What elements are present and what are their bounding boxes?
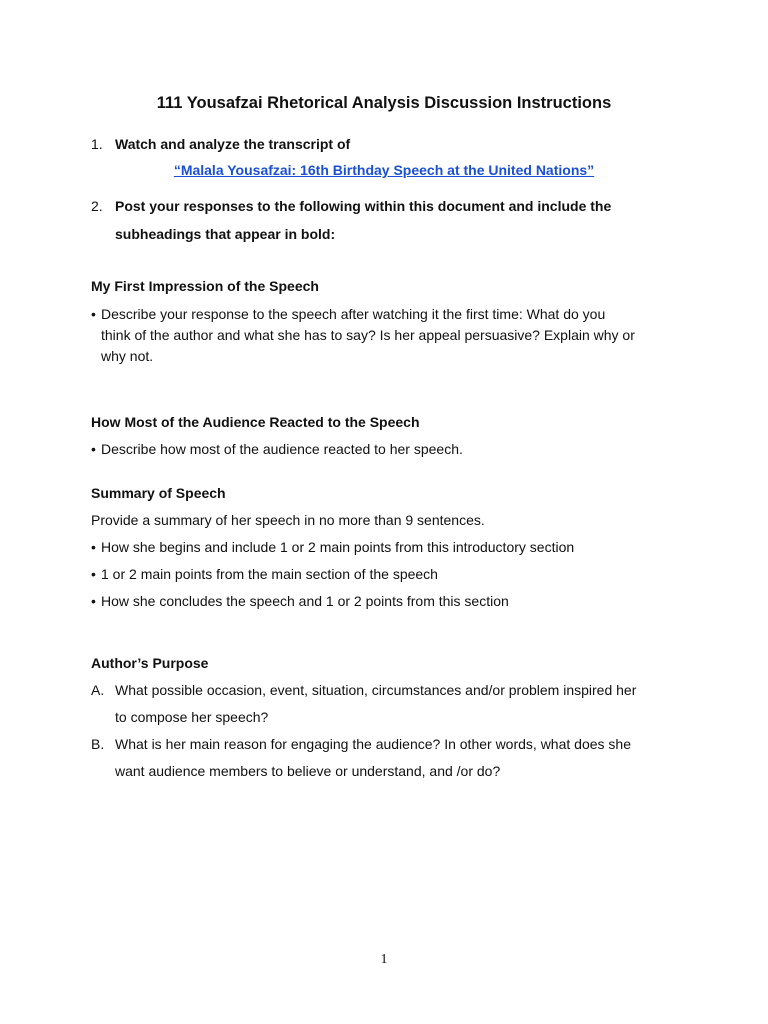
purpose-item-b-letter: B. bbox=[91, 736, 105, 752]
first-impression-bullet-line3: why not. bbox=[101, 348, 154, 364]
bullet-marker: • bbox=[91, 593, 96, 609]
purpose-item-a-letter: A. bbox=[91, 682, 105, 698]
step-2-text-line1: Post your responses to the following within this document and include the bbox=[115, 198, 612, 214]
purpose-item-b-line1: What is her main reason for engaging the audience? In other words, what does she bbox=[115, 736, 631, 752]
bullet-marker: • bbox=[91, 566, 96, 582]
bullet-marker: • bbox=[91, 441, 96, 457]
summary-bullet-2: 1 or 2 main points from the main section of the speech bbox=[101, 566, 438, 582]
first-impression-bullet-line2: think of the author and what she has to say? Is her appeal persuasive? Explain why or bbox=[101, 327, 635, 343]
step-2-number: 2. bbox=[91, 198, 103, 214]
summary-heading: Summary of Speech bbox=[91, 485, 226, 501]
page-number: 1 bbox=[380, 952, 388, 967]
purpose-item-a-line1: What possible occasion, event, situation, circumstances and/or problem inspired her bbox=[115, 682, 637, 698]
purpose-item-b-line2: want audience members to believe or understand, and /or do? bbox=[115, 763, 501, 779]
summary-intro: Provide a summary of her speech in no more than 9 sentences. bbox=[91, 512, 485, 528]
bullet-marker: • bbox=[91, 539, 96, 555]
step-1-number: 1. bbox=[91, 136, 103, 152]
first-impression-heading: My First Impression of the Speech bbox=[91, 278, 319, 294]
step-1-text: Watch and analyze the transcript of bbox=[115, 136, 351, 152]
summary-bullet-3: How she concludes the speech and 1 or 2 points from this section bbox=[101, 593, 509, 609]
page-title: 111 Yousafzai Rhetorical Analysis Discussion Instructions bbox=[156, 94, 612, 112]
summary-bullet-1: How she begins and include 1 or 2 main points from this introductory section bbox=[101, 539, 575, 555]
audience-heading: How Most of the Audience Reacted to the Speech bbox=[91, 414, 420, 430]
speech-transcript-link[interactable]: “Malala Yousafzai: 16th Birthday Speech at the United Nations” bbox=[173, 162, 595, 178]
first-impression-bullet-line1: Describe your response to the speech after watching it the first time: What do you bbox=[101, 306, 606, 322]
purpose-item-a-line2: to compose her speech? bbox=[115, 709, 269, 725]
purpose-heading: Author’s Purpose bbox=[91, 655, 209, 671]
step-2-text-line2: subheadings that appear in bold: bbox=[115, 226, 336, 242]
audience-bullet: Describe how most of the audience reacted to her speech. bbox=[101, 441, 463, 457]
bullet-marker: • bbox=[91, 306, 96, 322]
